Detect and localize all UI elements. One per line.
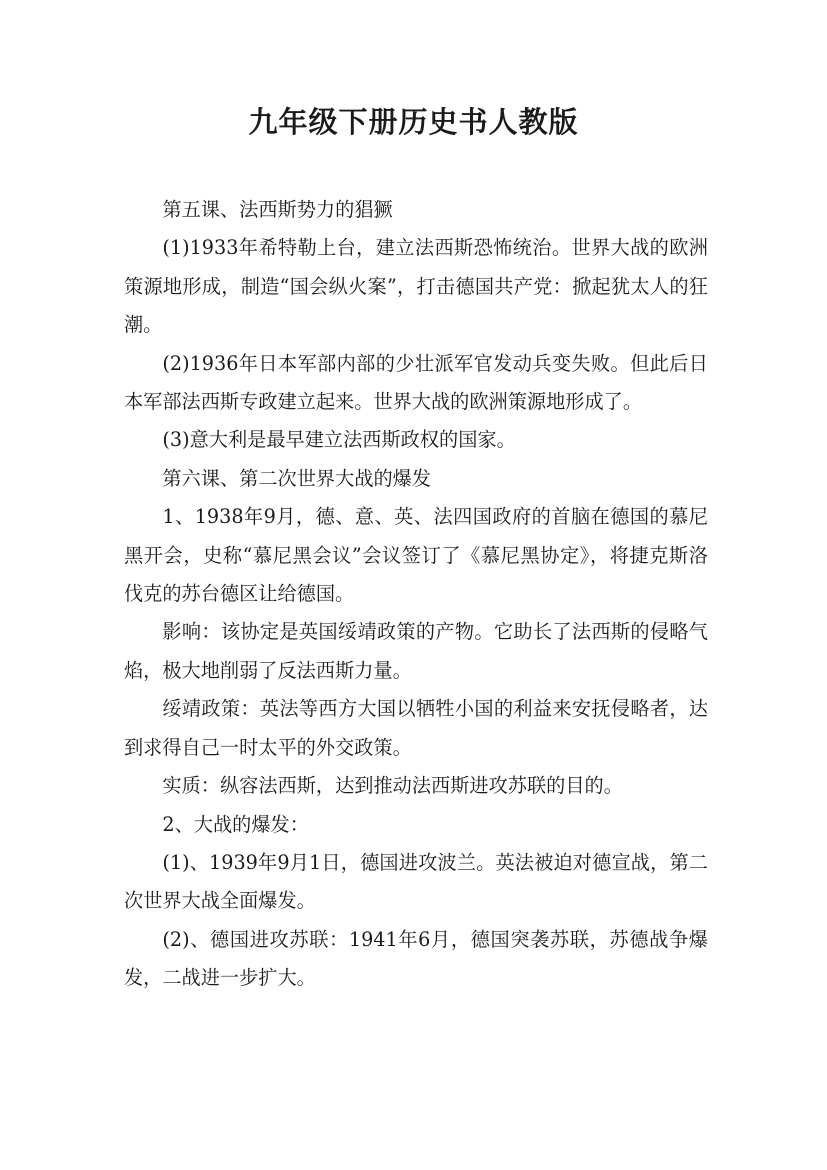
document-title: 九年级下册历史书人教版 xyxy=(248,105,579,139)
paragraph-impact: 影响：该协定是英国绥靖政策的产物。它助长了法西斯的侵略气焰，极大地削弱了反法西斯力量。 xyxy=(124,620,708,682)
paragraph-essence: 实质：纵容法西斯，达到推动法西斯进攻苏联的目的。 xyxy=(162,774,623,798)
paragraph-outbreak-heading: 2、大战的爆发： xyxy=(162,812,309,836)
paragraph-appeasement: 绥靖政策：英法等西方大国以牺牲小国的利益来安抚侵略者，达到求得自己一时太平的外交政策。 xyxy=(124,697,708,759)
paragraph-italy: (3)意大利是最早建立法西斯政权的国家。 xyxy=(162,428,516,452)
paragraph-poland-1939: (1)、1939年9月1日，德国进攻波兰。英法被迫对德宣战，第二次世界大战全面爆发。 xyxy=(124,850,708,913)
lesson-5-heading: 第五课、法西斯势力的猖獗 xyxy=(162,198,393,221)
lesson-6-heading: 第六课、第二次世界大战的爆发 xyxy=(162,466,432,490)
paragraph-germany-1933: (1)1933年希特勒上台，建立法西斯恐怖统治。世界大战的欧洲策源地形成，制造“国会纵火案”，打击德国共产党：掀起犹太人的狂潮。 xyxy=(124,236,708,337)
document-body xyxy=(124,191,708,998)
paragraph-japan-1936: (2)1936年日本军部内部的少壮派军官发动兵变失败。但此后日本军部法西斯专政建立起来。世界大战的欧洲策源地形成了。 xyxy=(124,351,708,414)
paragraph-ussr-1941: (2)、德国进攻苏联：1941年6月，德国突袭苏联，苏德战争爆发，二战进一步扩大。 xyxy=(124,927,708,990)
paragraph-munich-1938: 1、1938年9月，德、意、英、法四国政府的首脑在德国的慕尼黑开会，史称“慕尼黑会议”会议签订了《慕尼黑协定》，将捷克斯洛伐克的苏台德区让给德国。 xyxy=(124,505,708,606)
